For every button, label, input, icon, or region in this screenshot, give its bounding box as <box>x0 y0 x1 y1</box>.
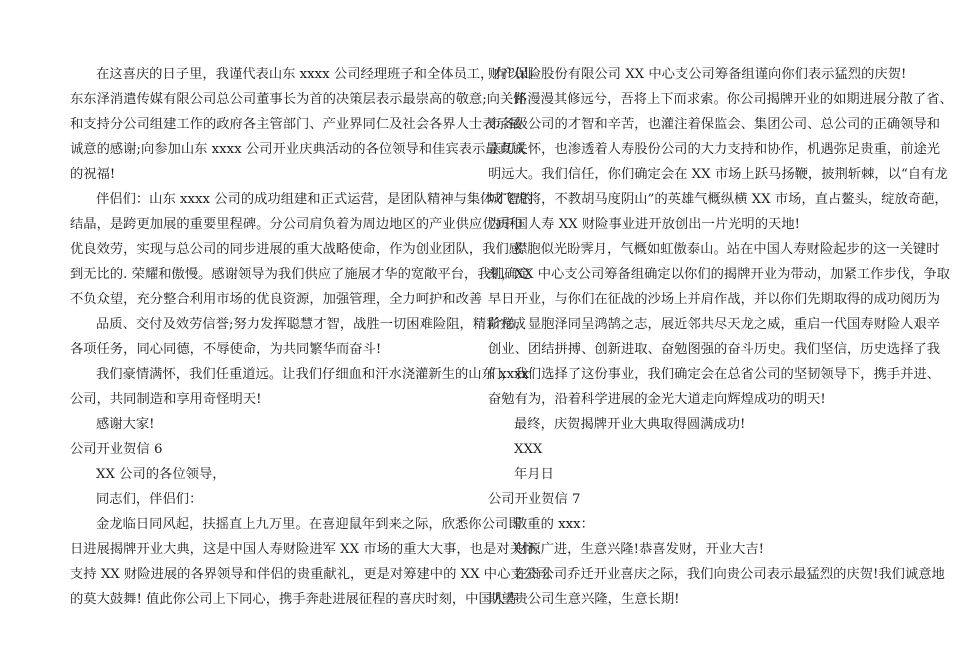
text-line: 品质、交付及效劳信誉;努力发挥聪慧才智，战胜一切困难险阻，精彩完成 <box>96 317 526 332</box>
text-line: 日进展揭牌开业大典，这是中国人寿财险进军 XX 市场的重大大事，也是对关怀、 <box>70 542 550 557</box>
text-line: 敬重的 xxx： <box>514 517 594 532</box>
text-line: 刻，XX 中心支公司筹备组确定以你们的揭牌开业为带动，加紧工作步伐，争取 <box>488 267 950 282</box>
text-line: 期望贵公司生意兴隆，生意长期! <box>488 592 680 607</box>
text-line: 各项任务，同心同德，不辱使命，为共同繁华而奋斗! <box>70 342 382 357</box>
text-line: 金龙临日同风起，扶摇直上九万里。在喜迎鼠年到来之际，欣悉你公司即 <box>96 517 522 532</box>
text-line: 东东泽消遣传媒有限公司总公司董事长为首的决策层表示最崇高的敬意;向关怀 <box>70 92 527 107</box>
text-line: 创业、团结拼搏、创新进取、奋勉图强的奋斗历史。我们坚信，历史选择了我 <box>488 342 941 357</box>
text-line: 最终，庆贺揭牌开业大典取得圆满成功! <box>514 417 746 432</box>
text-line: 支持 XX 财险进展的各界领导和伴侣的贵重献礼，更是对筹建中的 XX 中心支公司 <box>70 567 551 582</box>
text-line: 们，我们选择了这份事业，我们确定会在总省公司的坚韧领导下，携手并进、 <box>488 367 941 382</box>
text-line: 早日开业，与你们在征战的沙场上并肩作战，并以你们先期取得的成功阅历为 <box>488 292 941 307</box>
text-line: 为中国人寿 XX 财险事业进开放创出一片光明的天地! <box>488 217 800 232</box>
text-line: 到无比的. 荣耀和傲慢。感谢领导为我们供应了施展才华的宽敞平台，我们确定 <box>70 267 531 282</box>
text-line: XXX <box>514 442 543 457</box>
text-line: 感谢大家! <box>96 417 155 432</box>
text-line: 的祝福! <box>70 167 116 182</box>
text-line: 同志们，伴侣们： <box>96 492 203 507</box>
text-line: 伴侣们：山东 xxxx 公司的成功组建和正式运营，是团队精神与集体才智的 <box>96 192 534 207</box>
text-line: 的莫大鼓舞! 值此你公司上下同心，携手奔赴进展征程的喜庆时刻，中国人寿 <box>70 592 519 607</box>
text-line: 年月日 <box>514 467 554 482</box>
text-line: 和支持分公司组建工作的政府各主管部门、产业界同仁及社会各界人士表示最 <box>70 117 523 132</box>
text-line: 路漫漫其修远兮，吾将上下而求索。你公司揭牌开业的如期进展分散了省、 <box>514 92 953 107</box>
text-line: 财源广进，生意兴隆!恭喜发财，开业大吉! <box>514 542 765 557</box>
text-line: 在这喜庆的日子里，我谨代表山东 xxxx 公司经理班子和全体员工，向以山 <box>96 67 534 82</box>
right-column <box>488 62 953 612</box>
text-line: 结晶，是跨更加展的重要里程碑。分公司肩负着为周边地区的产业供应优质和 <box>70 217 523 232</box>
text-line: 阶梯，显胞泽同呈鸿鹄之志，展近邻共尽天龙之威，重启一代国寿财险人艰辛 <box>488 317 941 332</box>
text-line: 不负众望，充分整合利用市场的优良资源，加强管理，全力呵护和改善 <box>70 292 483 307</box>
text-line: 奋勉有为，沿着科学进展的金光大道走向辉煌成功的明天! <box>488 392 826 407</box>
text-line: 公司开业贺信 6 <box>70 442 163 457</box>
text-line: 优良效劳，实现与总公司的同步进展的重大战略使命，作为创业团队，我们感 <box>70 242 523 257</box>
text-line: 市各级公司的才智和辛苦，也灌注着保监会、集团公司、总公司的正确领导和 <box>488 117 941 132</box>
text-line: 城飞虎将，不教胡马度阴山”的英雄气概纵横 XX 市场，直占鳌头，绽放奇葩， <box>488 192 948 207</box>
text-line: 襟胞似光盼霁月，气概如虹傲泰山。站在中国人寿财险起步的这一关键时 <box>514 242 940 257</box>
text-line: 在贵公司乔迁开业喜庆之际，我们向贵公司表示最猛烈的庆贺!我们诚意地 <box>514 567 945 582</box>
text-line: 我们豪情满怀，我们任重道远。让我们仔细血和汗水浇灌新生的山东 xxxx <box>96 367 530 382</box>
text-line: 明远大。我们信任，你们确定会在 XX 市场上跃马扬鞭，披荆斩棘，以“自有龙 <box>488 167 948 182</box>
text-line: 财产保险股份有限公司 XX 中心支公司筹备组谨向你们表示猛烈的庆贺! <box>488 67 907 82</box>
text-line: 诚意的感谢;向参加山东 xxxx 公司开业庆典活动的各位领导和佳宾表示最真诚 <box>70 142 526 157</box>
text-line: 公司开业贺信 7 <box>488 492 581 507</box>
text-line: 公司，共同制造和享用奇怪明天! <box>70 392 262 407</box>
text-line: XX 公司的各位领导， <box>96 467 226 482</box>
text-line: 亲切关怀，也渗透着人寿股份公司的大力支持和协作，机遇弥足贵重，前途光 <box>488 142 941 157</box>
